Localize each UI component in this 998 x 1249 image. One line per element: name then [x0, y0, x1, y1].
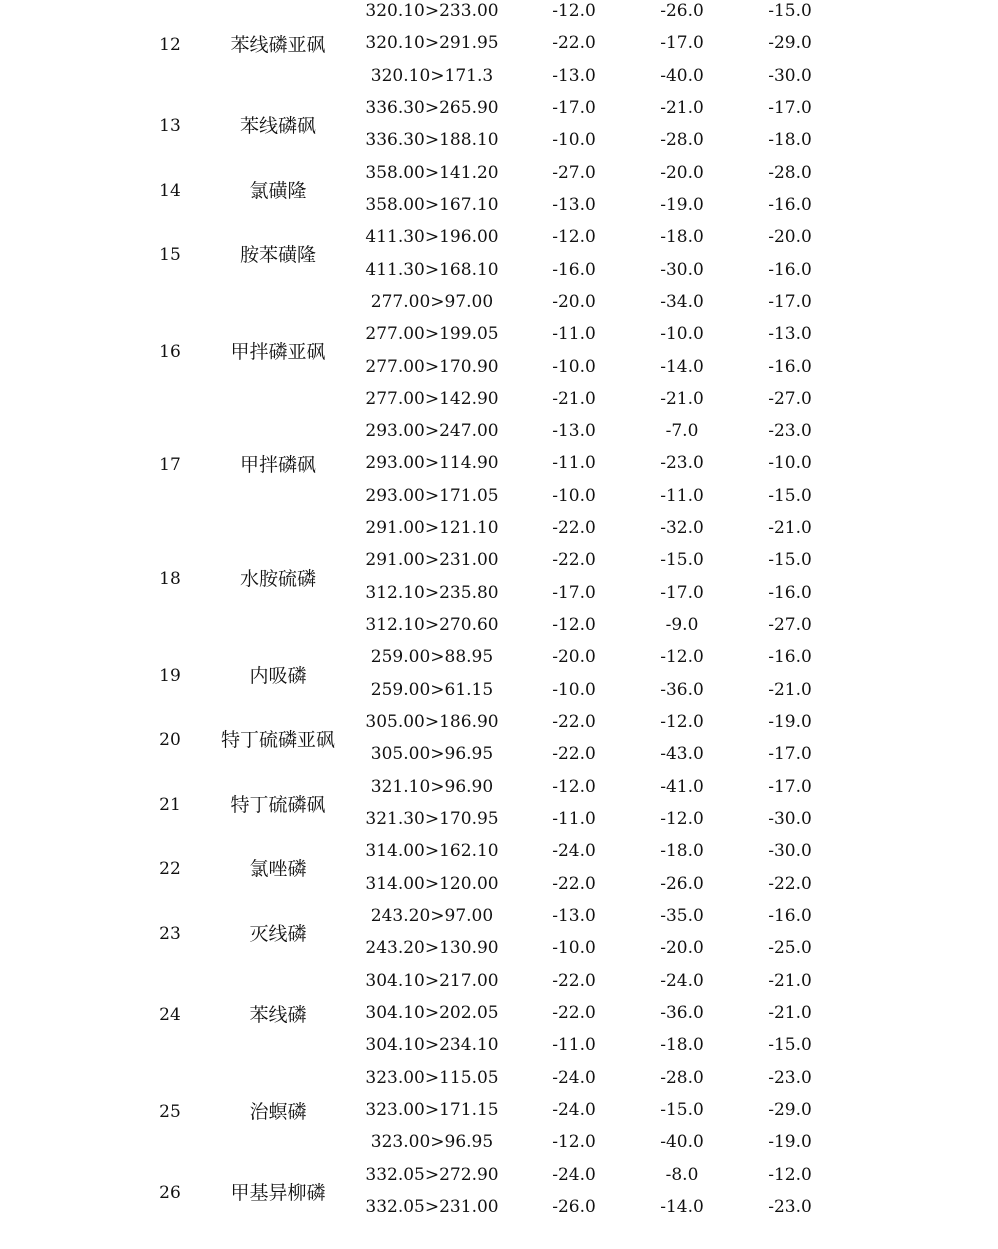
value2-cell: -21.0 [660, 388, 704, 409]
compound-name: 甲基异柳磷 [230, 1181, 326, 1204]
value3-cell: -19.0 [768, 1132, 812, 1153]
transition-cell: 305.00>186.90 [365, 712, 499, 733]
transition-cell: 277.00>199.05 [365, 324, 499, 345]
value3-cell: -29.0 [768, 1099, 812, 1120]
group-number: 13 [159, 116, 181, 137]
value3-cell: -15.0 [768, 1035, 812, 1056]
value3-cell: -15.0 [768, 485, 812, 506]
value2-cell: -18.0 [660, 1035, 704, 1056]
value1-cell: -22.0 [552, 518, 596, 539]
value1-cell: -12.0 [552, 615, 596, 636]
value2-cell: -34.0 [660, 291, 704, 312]
transition-cell: 277.00>97.00 [370, 291, 494, 312]
transition-cell: 332.05>231.00 [365, 1196, 499, 1217]
value3-cell: -20.0 [768, 227, 812, 248]
group-number: 12 [159, 35, 181, 56]
value2-cell: -41.0 [660, 776, 704, 797]
value1-cell: -17.0 [552, 97, 596, 118]
value3-cell: -30.0 [768, 809, 812, 829]
transition-cell: 358.00>167.10 [365, 194, 499, 215]
transition-cell: 243.20>97.00 [370, 905, 494, 926]
value3-cell: -16.0 [768, 582, 812, 603]
value3-cell: -15.0 [768, 550, 812, 571]
transition-cell: 243.20>130.90 [365, 938, 499, 959]
value3-cell: -17.0 [768, 776, 812, 797]
value3-cell: -17.0 [768, 291, 812, 312]
compound-name: 氯磺隆 [249, 179, 307, 202]
value1-cell: -17.0 [552, 582, 596, 603]
value1-cell: -22.0 [552, 550, 596, 571]
value2-cell: -18.0 [660, 841, 704, 862]
value3-cell: -30.0 [768, 841, 812, 862]
transition-cell: 323.00>96.95 [370, 1132, 494, 1153]
value2-cell: -12.0 [660, 647, 704, 668]
value1-cell: -10.0 [552, 485, 596, 506]
value1-cell: -24.0 [552, 1099, 596, 1120]
value3-cell: -23.0 [768, 421, 812, 442]
value3-cell: -15.0 [768, 1, 812, 21]
value2-cell: -20.0 [660, 938, 704, 959]
transition-cell: 293.00>114.90 [365, 453, 499, 474]
group-number: 14 [159, 180, 181, 201]
value3-cell: -27.0 [768, 615, 812, 636]
value3-cell: -19.0 [768, 712, 812, 733]
value2-cell: -36.0 [660, 679, 704, 700]
value3-cell: -28.0 [768, 162, 812, 183]
group-number: 23 [159, 924, 181, 945]
value1-cell: -11.0 [552, 1035, 596, 1056]
value3-cell: -21.0 [768, 970, 812, 991]
compound-name: 苯线磷 [249, 1003, 307, 1026]
transition-cell: 336.30>265.90 [365, 97, 499, 118]
value1-cell: -22.0 [552, 33, 596, 54]
value3-cell: -16.0 [768, 356, 812, 377]
value3-cell: -10.0 [768, 453, 812, 474]
compound-name: 苯线磷砜 [239, 115, 317, 138]
value1-cell: -22.0 [552, 1002, 596, 1023]
value2-cell: -14.0 [660, 356, 704, 377]
value1-cell: -20.0 [552, 291, 596, 312]
value3-cell: -22.0 [768, 873, 812, 894]
transition-cell: 305.00>96.95 [370, 744, 494, 765]
value1-cell: -22.0 [552, 970, 596, 991]
value2-cell: -40.0 [660, 65, 704, 86]
value3-cell: -16.0 [768, 194, 812, 215]
value2-cell: -12.0 [660, 809, 704, 829]
value2-cell: -8.0 [665, 1164, 699, 1185]
transition-cell: 358.00>141.20 [365, 162, 499, 183]
value1-cell: -24.0 [552, 1164, 596, 1185]
value2-cell: -7.0 [665, 421, 699, 442]
value3-cell: -16.0 [768, 905, 812, 926]
group-number: 16 [159, 342, 181, 363]
compound-name: 灭线磷 [249, 923, 307, 946]
value2-cell: -20.0 [660, 162, 704, 183]
value3-cell: -17.0 [768, 744, 812, 765]
value1-cell: -22.0 [552, 873, 596, 894]
value2-cell: -35.0 [660, 905, 704, 926]
compound-name: 甲拌磷亚砜 [230, 341, 326, 364]
value3-cell: -23.0 [768, 1196, 812, 1217]
transition-cell: 312.10>270.60 [365, 615, 499, 636]
compound-name: 胺苯磺隆 [239, 244, 317, 267]
group-number: 20 [159, 730, 181, 751]
value1-cell: -10.0 [552, 679, 596, 700]
transition-cell: 304.10>217.00 [365, 970, 499, 991]
compound-name: 特丁硫磷亚砜 [220, 729, 336, 752]
group-number: 25 [159, 1101, 181, 1122]
compound-name: 甲拌磷砜 [239, 454, 317, 477]
transition-cell: 320.10>233.00 [365, 1, 499, 21]
transition-cell: 293.00>171.05 [365, 485, 499, 506]
value2-cell: -21.0 [660, 97, 704, 118]
group-number: 17 [159, 455, 181, 476]
value2-cell: -30.0 [660, 259, 704, 280]
value1-cell: -13.0 [552, 65, 596, 86]
value3-cell: -23.0 [768, 1067, 812, 1088]
value1-cell: -11.0 [552, 324, 596, 345]
value1-cell: -21.0 [552, 388, 596, 409]
group-number: 24 [159, 1004, 181, 1025]
value2-cell: -18.0 [660, 227, 704, 248]
transition-cell: 312.10>235.80 [365, 582, 499, 603]
value2-cell: -10.0 [660, 324, 704, 345]
value2-cell: -43.0 [660, 744, 704, 765]
value2-cell: -28.0 [660, 130, 704, 151]
transition-cell: 323.00>115.05 [365, 1067, 499, 1088]
value1-cell: -27.0 [552, 162, 596, 183]
transition-cell: 323.00>171.15 [365, 1099, 499, 1120]
value2-cell: -15.0 [660, 1099, 704, 1120]
value1-cell: -12.0 [552, 776, 596, 797]
transition-cell: 321.10>96.90 [370, 776, 494, 797]
value2-cell: -9.0 [665, 615, 699, 636]
transition-cell: 314.00>120.00 [365, 873, 499, 894]
value1-cell: -10.0 [552, 130, 596, 151]
value2-cell: -14.0 [660, 1196, 704, 1217]
compound-name: 水胺硫磷 [239, 567, 317, 590]
value2-cell: -17.0 [660, 582, 704, 603]
transition-cell: 336.30>188.10 [365, 130, 499, 151]
value1-cell: -10.0 [552, 356, 596, 377]
value2-cell: -36.0 [660, 1002, 704, 1023]
group-number: 18 [159, 568, 181, 589]
value3-cell: -21.0 [768, 679, 812, 700]
transition-cell: 332.05>272.90 [365, 1164, 499, 1185]
value1-cell: -22.0 [552, 712, 596, 733]
value1-cell: -10.0 [552, 938, 596, 959]
value2-cell: -26.0 [660, 873, 704, 894]
value2-cell: -23.0 [660, 453, 704, 474]
value1-cell: -11.0 [552, 809, 596, 829]
value2-cell: -28.0 [660, 1067, 704, 1088]
group-number: 26 [159, 1182, 181, 1203]
value3-cell: -21.0 [768, 1002, 812, 1023]
transition-cell: 291.00>121.10 [365, 518, 499, 539]
value1-cell: -16.0 [552, 259, 596, 280]
value3-cell: -25.0 [768, 938, 812, 959]
transition-cell: 277.00>170.90 [365, 356, 499, 377]
value2-cell: -17.0 [660, 33, 704, 54]
value2-cell: -19.0 [660, 194, 704, 215]
value2-cell: -12.0 [660, 712, 704, 733]
group-number: 21 [159, 794, 181, 815]
value3-cell: -16.0 [768, 647, 812, 668]
group-number: 19 [159, 665, 181, 686]
value3-cell: -29.0 [768, 33, 812, 54]
transition-cell: 411.30>168.10 [365, 259, 499, 280]
value2-cell: -15.0 [660, 550, 704, 571]
value2-cell: -11.0 [660, 485, 704, 506]
value1-cell: -12.0 [552, 1, 596, 21]
value1-cell: -20.0 [552, 647, 596, 668]
value1-cell: -13.0 [552, 194, 596, 215]
value3-cell: -21.0 [768, 518, 812, 539]
value2-cell: -32.0 [660, 518, 704, 539]
compound-name: 氯唑磷 [249, 858, 307, 881]
transition-cell: 259.00>88.95 [370, 647, 494, 668]
transition-cell: 411.30>196.00 [365, 227, 499, 248]
transition-cell: 314.00>162.10 [365, 841, 499, 862]
value2-cell: -26.0 [660, 1, 704, 21]
transition-cell: 277.00>142.90 [365, 388, 499, 409]
transition-cell: 259.00>61.15 [370, 679, 494, 700]
transition-cell: 320.10>291.95 [365, 33, 499, 54]
value2-cell: -40.0 [660, 1132, 704, 1153]
transition-cell: 304.10>234.10 [365, 1035, 499, 1056]
value2-cell: -24.0 [660, 970, 704, 991]
value1-cell: -24.0 [552, 841, 596, 862]
value1-cell: -24.0 [552, 1067, 596, 1088]
value3-cell: -30.0 [768, 65, 812, 86]
value1-cell: -13.0 [552, 905, 596, 926]
value1-cell: -13.0 [552, 421, 596, 442]
value3-cell: -18.0 [768, 130, 812, 151]
group-number: 22 [159, 859, 181, 880]
compound-name: 特丁硫磷砜 [230, 793, 326, 816]
transition-cell: 304.10>202.05 [365, 1002, 499, 1023]
group-number: 15 [159, 245, 181, 266]
value1-cell: -11.0 [552, 453, 596, 474]
value3-cell: -13.0 [768, 324, 812, 345]
value1-cell: -12.0 [552, 227, 596, 248]
value3-cell: -27.0 [768, 388, 812, 409]
transition-cell: 320.10>171.3 [370, 65, 494, 86]
compound-name: 苯线磷亚砜 [230, 34, 326, 57]
value3-cell: -16.0 [768, 259, 812, 280]
value1-cell: -22.0 [552, 744, 596, 765]
value1-cell: -12.0 [552, 1132, 596, 1153]
value3-cell: -17.0 [768, 97, 812, 118]
transition-cell: 293.00>247.00 [365, 421, 499, 442]
compound-name: 内吸磷 [249, 664, 307, 687]
value1-cell: -26.0 [552, 1196, 596, 1217]
transition-cell: 321.30>170.95 [365, 809, 499, 829]
transition-cell: 291.00>231.00 [365, 550, 499, 571]
compound-name: 治螟磷 [249, 1100, 307, 1123]
value3-cell: -12.0 [768, 1164, 812, 1185]
